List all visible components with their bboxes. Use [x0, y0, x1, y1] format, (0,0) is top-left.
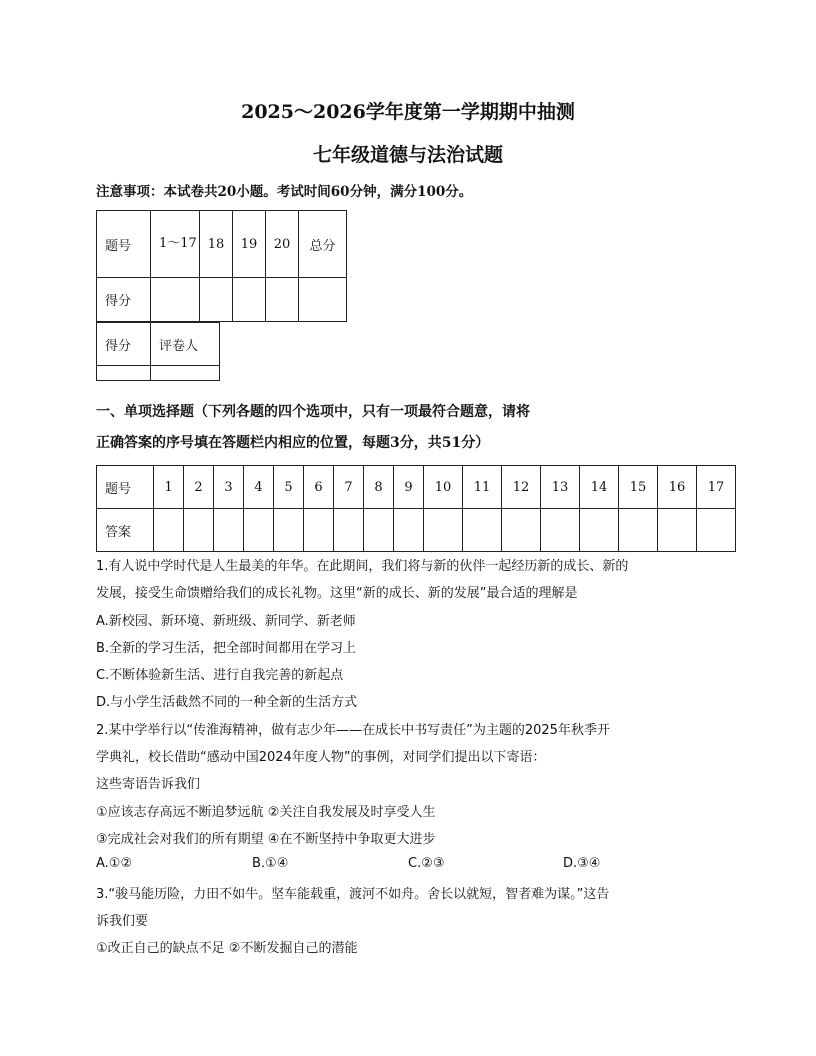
question-number-cell: 13: [541, 466, 580, 509]
answer-cell[interactable]: [697, 509, 736, 552]
score-cell: [151, 278, 200, 322]
q2-stem-line2: 学典礼，校长借助“感动中国2024年度人物”的事例，对同学们提出以下寄语：: [96, 750, 546, 765]
question-number-cell: 7: [334, 466, 364, 509]
answer-table: [96, 465, 736, 552]
grader-table: [96, 322, 220, 381]
score-header-cell: 题号: [97, 211, 151, 278]
answer-cell[interactable]: [274, 509, 304, 552]
q3-statements-line1: ①改正自己的缺点不足 ②不断发掘自己的潜能: [96, 941, 358, 956]
exam-title: 2025～2026学年度第一学期期中抽测: [241, 101, 575, 123]
answer-cell[interactable]: [334, 509, 364, 552]
answer-cell[interactable]: [541, 509, 580, 552]
answer-cell[interactable]: [619, 509, 658, 552]
question-number-cell: 2: [184, 466, 214, 509]
question-number-cell: 16: [658, 466, 697, 509]
answer-cell[interactable]: [244, 509, 274, 552]
q2-stem-line1: 2.某中学举行以“传淮海精神，做有志少年——在成长中书写责任”为主题的2025年秋季开: [96, 723, 610, 738]
q2-option-b: B.①④: [252, 856, 289, 871]
grader-cell: [151, 366, 220, 381]
q3-stem-line2: 诉我们要: [96, 914, 149, 929]
answer-cell[interactable]: [184, 509, 214, 552]
answer-cell[interactable]: [364, 509, 394, 552]
answer-cell[interactable]: [394, 509, 424, 552]
question-number-cell: 1: [154, 466, 184, 509]
score-header-cell: 1～17: [151, 211, 200, 278]
q2-option-a: A.①②: [96, 856, 133, 871]
question-number-cell: 4: [244, 466, 274, 509]
score-cell: [266, 278, 299, 322]
answer-cell[interactable]: [304, 509, 334, 552]
question-number-cell: 10: [424, 466, 463, 509]
q1-option-c: C.不断体验新生活、进行自我完善的新起点: [96, 668, 344, 683]
grader-cell: [97, 366, 151, 381]
question-number-cell: 6: [304, 466, 334, 509]
q2-statements-line2: ③完成社会对我们的所有期望 ④在不断坚持中争取更大进步: [96, 832, 436, 847]
q1-stem-line1: 1.有人说中学时代是人生最美的年华。在此期间，我们将与新的伙伴一起经历新的成长、新的: [96, 559, 629, 574]
question-number-cell: 3: [214, 466, 244, 509]
score-header-cell: 19: [233, 211, 266, 278]
score-header-cell: 18: [200, 211, 233, 278]
score-header-cell: 20: [266, 211, 299, 278]
score-table: [96, 210, 347, 322]
q1-option-d: D.与小学生活截然不同的一种全新的生活方式: [96, 695, 358, 710]
score-row-label: 得分: [97, 278, 151, 322]
answer-row-label: 答案: [97, 509, 154, 552]
exam-subtitle: 七年级道德与法治试题: [312, 144, 503, 166]
grader-header-score: 得分: [97, 323, 151, 366]
q2-statements-line1: ①应该志存高远不断追梦远航 ②关注自我发展及时享受人生: [96, 805, 436, 820]
answer-table-label: 题号: [97, 466, 154, 509]
score-cell: [299, 278, 347, 322]
section-instruction-line2: 正确答案的序号填在答题栏内相应的位置，每题3分，共51分）: [96, 435, 490, 451]
q1-stem-line2: 发展，接受生命馈赠给我们的成长礼物。这里“新的成长、新的发展”最合适的理解是: [96, 586, 578, 601]
q2-stem-line3: 这些寄语告诉我们: [96, 777, 201, 792]
answer-cell[interactable]: [463, 509, 502, 552]
question-number-cell: 15: [619, 466, 658, 509]
answer-cell[interactable]: [424, 509, 463, 552]
q1-option-a: A.新校园、新环境、新班级、新同学、新老师: [96, 614, 356, 629]
q1-option-b: B.全新的学习生活，把全部时间都用在学习上: [96, 641, 357, 656]
score-header-cell: 总分: [299, 211, 347, 278]
answer-cell[interactable]: [154, 509, 184, 552]
answer-cell[interactable]: [502, 509, 541, 552]
score-cell: [200, 278, 233, 322]
q3-stem-line1: 3.“骏马能历险，力田不如牛。坚车能载重，渡河不如舟。舍长以就短，智者难为谋。”这告: [96, 887, 610, 902]
question-number-cell: 14: [580, 466, 619, 509]
question-number-cell: 11: [463, 466, 502, 509]
exam-notice: 注意事项：本试卷共20小题。考试时间60分钟，满分100分。: [96, 184, 473, 200]
score-cell: [233, 278, 266, 322]
answer-cell[interactable]: [214, 509, 244, 552]
question-number-cell: 5: [274, 466, 304, 509]
question-number-cell: 9: [394, 466, 424, 509]
q2-option-c: C.②③: [408, 856, 445, 871]
answer-cell[interactable]: [658, 509, 697, 552]
q2-option-d: D.③④: [563, 856, 601, 871]
question-number-cell: 12: [502, 466, 541, 509]
grader-header-marker: 评卷人: [151, 323, 220, 366]
answer-cell[interactable]: [580, 509, 619, 552]
section-instruction-line1: 一、单项选择题（下列各题的四个选项中，只有一项最符合题意，请将: [96, 404, 530, 420]
question-number-cell: 8: [364, 466, 394, 509]
question-number-cell: 17: [697, 466, 736, 509]
